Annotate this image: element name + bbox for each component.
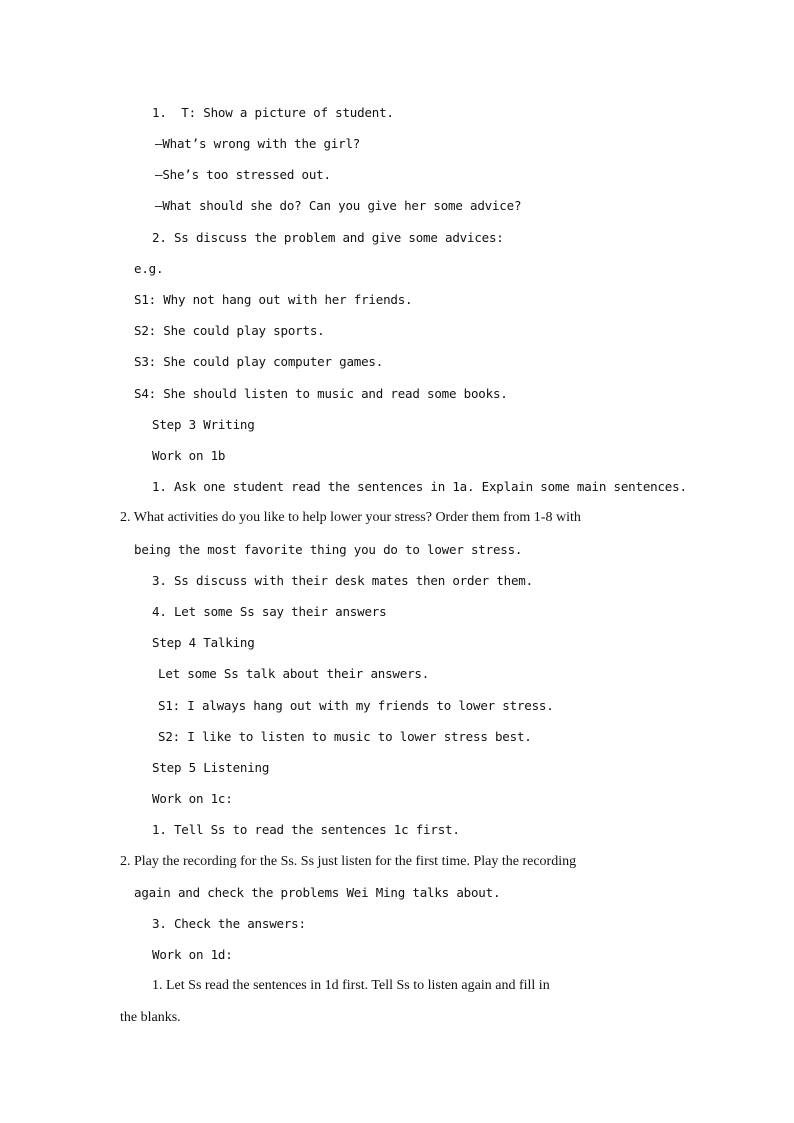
text-line: —What should she do? Can you give her some advice? — [155, 198, 522, 213]
text-line: 3. Check the answers: — [152, 916, 306, 931]
text-line: the blanks. — [120, 1010, 181, 1025]
text-line: 1. Tell Ss to read the sentences 1c first. — [152, 822, 460, 837]
text-line: 2. What activities do you like to help lower your stress? Order them from 1-8 with — [120, 510, 581, 525]
text-line: S1: Why not hang out with her friends. — [134, 292, 413, 307]
text-line: Work on 1c: — [152, 791, 233, 806]
text-line: being the most favorite thing you do to lower stress. — [134, 542, 523, 557]
text-line: 1. Ask one student read the sentences in 1a. Explain some main sentences. — [152, 479, 687, 494]
text-line: S3: She could play computer games. — [134, 354, 384, 369]
text-line: S2: She could play sports. — [134, 323, 325, 338]
text-line: —What’s wrong with the girl? — [155, 136, 361, 151]
text-line: S4: She should listen to music and read some books. — [134, 386, 508, 401]
text-line: Work on 1d: — [152, 947, 233, 962]
text-line: again and check the problems Wei Ming talks about. — [134, 885, 501, 900]
text-line: 4. Let some Ss say their answers — [152, 604, 387, 619]
text-line: 1. T: Show a picture of student. — [152, 105, 394, 120]
section-heading: Step 5 Listening — [152, 760, 270, 775]
text-line: 3. Ss discuss with their desk mates then order them. — [152, 573, 533, 588]
text-line: 1. Let Ss read the sentences in 1d first. Tell Ss to listen again and fill in — [152, 978, 550, 993]
text-line: e.g. — [134, 261, 164, 276]
text-line: Let some Ss talk about their answers. — [158, 666, 430, 681]
text-line: 2. Play the recording for the Ss. Ss just listen for the first time. Play the recording — [120, 854, 577, 869]
section-heading: Step 4 Talking — [152, 635, 255, 650]
section-heading: Step 3 Writing — [152, 417, 255, 432]
text-line: Work on 1b — [152, 448, 226, 463]
text-line: 2. Ss discuss the problem and give some advices: — [152, 230, 504, 245]
text-line: —She’s too stressed out. — [155, 167, 331, 182]
text-line: S1: I always hang out with my friends to lower stress. — [158, 698, 554, 713]
text-line: S2: I like to listen to music to lower stress best. — [158, 729, 532, 744]
